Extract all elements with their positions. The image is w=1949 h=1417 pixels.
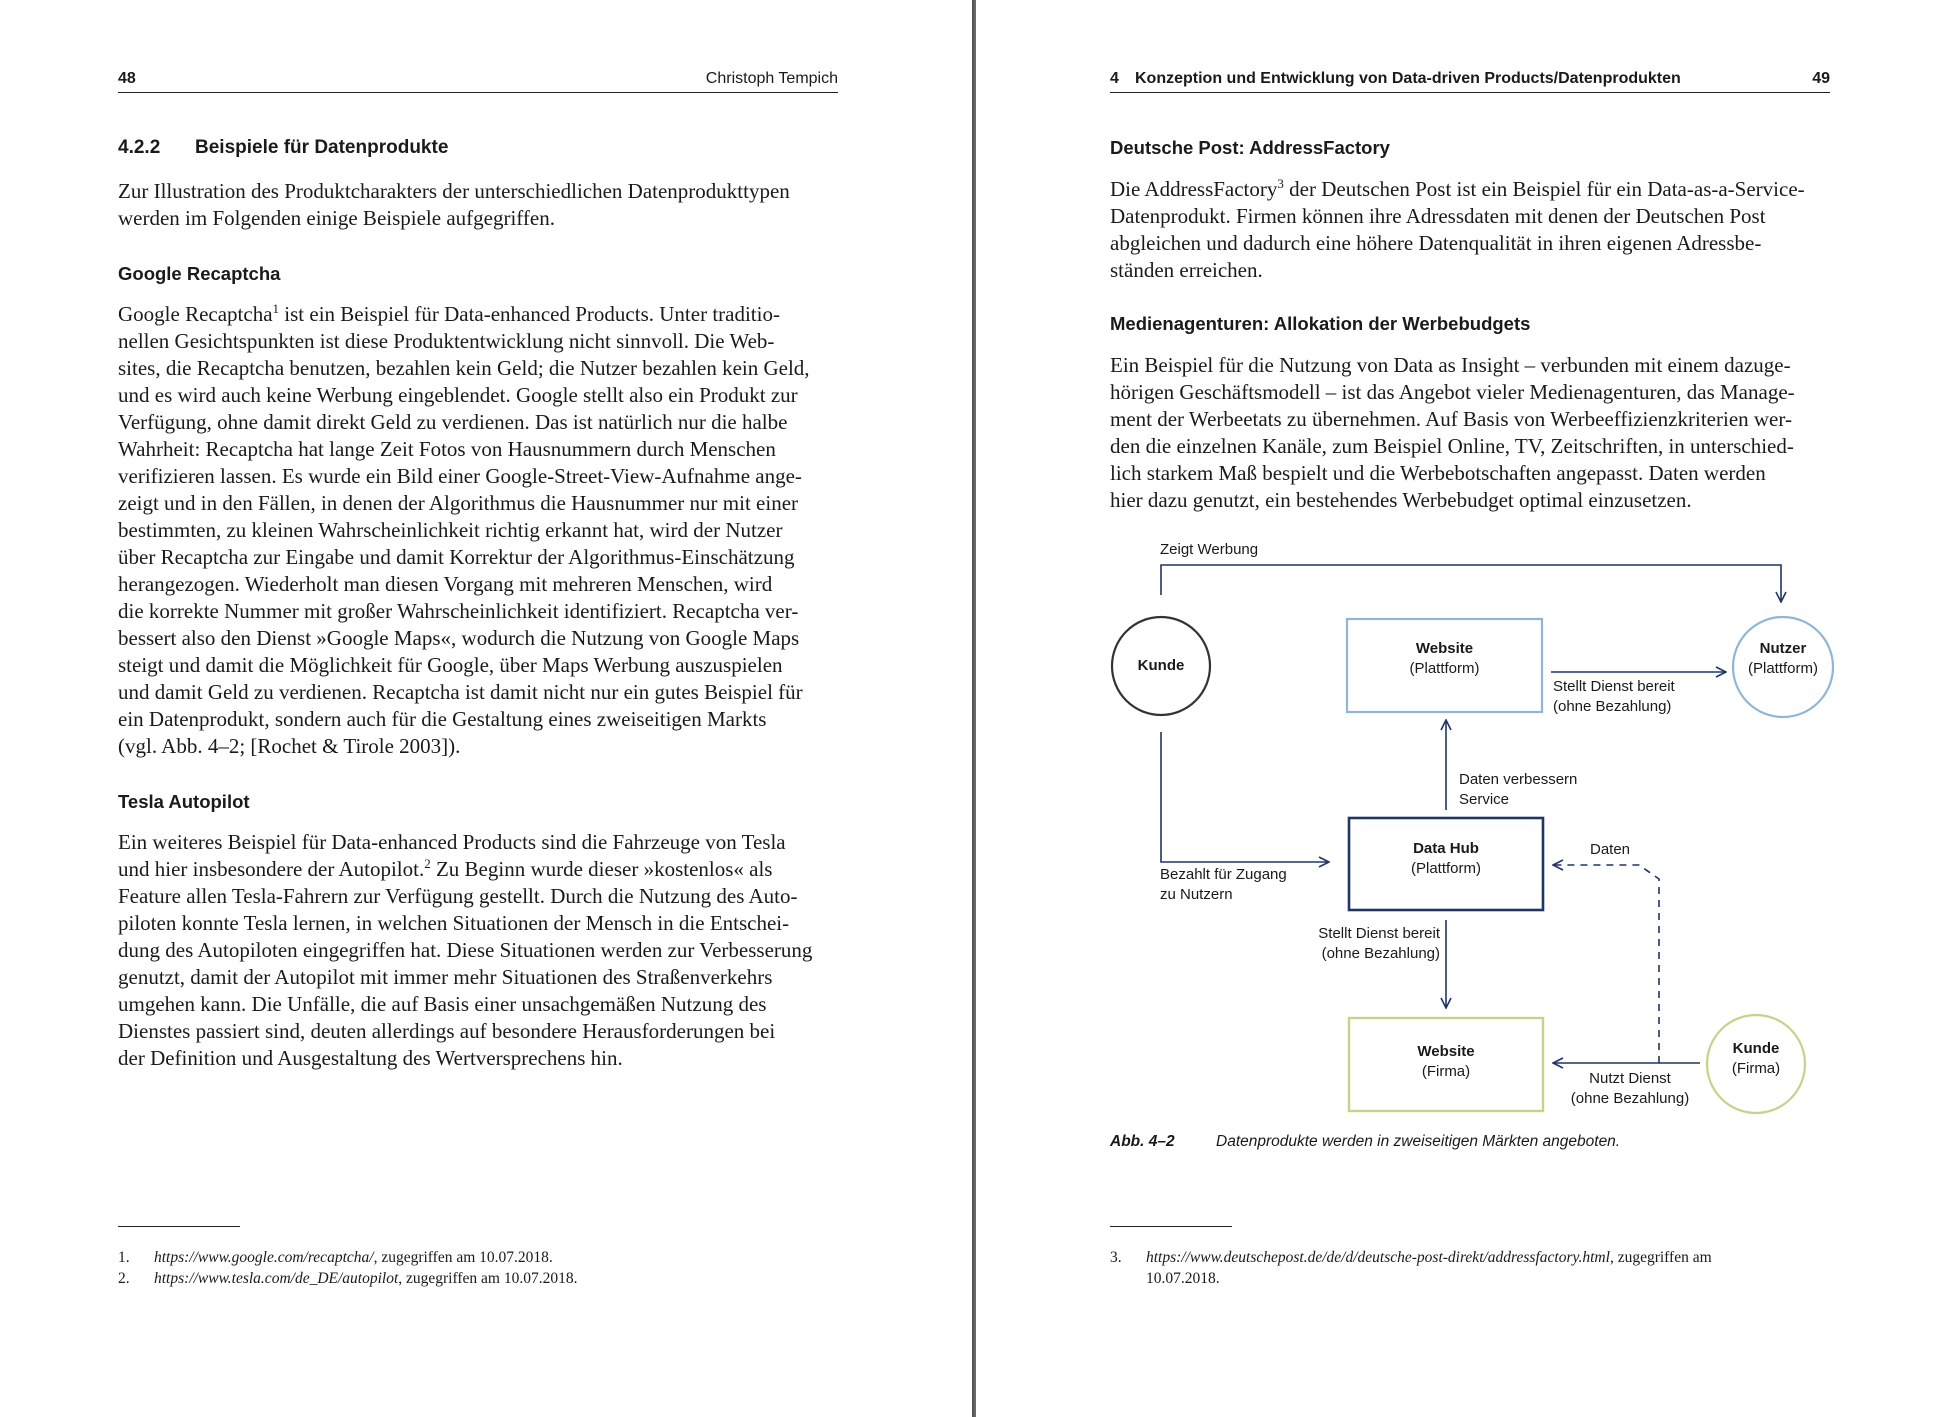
- paragraph-line: Wahrheit: Recaptcha hat lange Zeit Fotos von Hausnummern durch Menschen: [118, 437, 776, 461]
- footnote-text: 10.07.2018.: [1146, 1270, 1220, 1287]
- footnote: [1110, 1247, 1830, 1289]
- paragraph-line: hier dazu genutzt, ein bestehendes Werbebudget optimal einzusetzen.: [1110, 488, 1692, 512]
- footnote-ref[interactable]: 2: [424, 856, 431, 871]
- paragraph-line: genutzt, damit der Autopilot mit immer mehr Situationen des Straßenverkehrs: [118, 965, 773, 989]
- caption-text: Datenprodukte werden in zweiseitigen Märkten angeboten.: [1216, 1133, 1621, 1150]
- footnote-text: , zugegriffen am 10.07.2018.: [373, 1249, 553, 1266]
- text-run: Google Recaptcha: [118, 302, 273, 326]
- text-run: Die AddressFactory: [1110, 177, 1278, 201]
- running-head-author: Christoph Tempich: [705, 70, 838, 87]
- paragraph-line: bestimmten, zu kleinen Wahrscheinlichkeit richtig erkannt hat, wird der Nutzer: [118, 518, 783, 542]
- paragraph-line: (vgl. Abb. 4–2; [Rochet & Tirole 2003]).: [118, 734, 461, 758]
- node-subtitle: (Firma): [1421, 1063, 1471, 1080]
- label-zu-nutzern: zu Nutzern: [1160, 886, 1233, 903]
- node-subtitle: (Plattform): [1409, 660, 1480, 677]
- paragraph-line: lich starkem Maß bespielt und die Werbebotschaften angepasst. Daten werden: [1110, 461, 1766, 485]
- node-title: Nutzer: [1759, 640, 1807, 657]
- label-bezahlt: Bezahlt für Zugang: [1160, 866, 1287, 883]
- node-subtitle: (Plattform): [1410, 860, 1481, 877]
- footnote-text: , zugegriffen am 10.07.2018.: [398, 1270, 578, 1287]
- arrow-bezahlt: [1161, 732, 1329, 862]
- paragraph-line: [1110, 176, 1830, 203]
- tesla-paragraph: [118, 829, 838, 1072]
- node-website-firma: [1349, 1042, 1543, 1082]
- footnote-link[interactable]: https://www.google.com/recaptcha/: [154, 1249, 374, 1266]
- footnote-number: 3.: [1110, 1249, 1122, 1266]
- paragraph-line: und damit Geld zu verdienen. Recaptcha ist damit nicht nur ein gutes Beispiel für: [118, 680, 803, 704]
- node-nutzer: [1728, 639, 1838, 679]
- footnote-rule: [1110, 1226, 1232, 1227]
- footnote-link[interactable]: https://www.deutschepost.de/de/d/deutsche-post-direkt/addressfactory.html: [1146, 1249, 1610, 1266]
- subheading: Google Recaptcha: [118, 263, 281, 284]
- paragraph-line: [118, 856, 838, 883]
- post-paragraph: [1110, 176, 1830, 284]
- chapter-number: 4: [1110, 70, 1119, 87]
- node-kunde: [1112, 656, 1210, 676]
- paragraph-line: [118, 301, 838, 328]
- footnote: [118, 1268, 838, 1289]
- diagram-graphics: [1110, 528, 1838, 1128]
- footnote-link[interactable]: https://www.tesla.com/de_DE/autopilot: [154, 1270, 399, 1287]
- intro-paragraph: [118, 178, 838, 232]
- text-run: der Deutschen Post ist ein Beispiel für ein Data-as-a-Service-: [1283, 177, 1805, 201]
- paragraph-line: hörigen Geschäftsmodell – ist das Angebot vieler Medienagenturen, das Manage-: [1110, 380, 1795, 404]
- paragraph-line: herangezogen. Wiederholt man diesen Vorgang mit mehreren Menschen, wird: [118, 572, 773, 596]
- node-title: Website: [1415, 640, 1474, 657]
- intro-line: Zur Illustration des Produktcharakters der unterschiedlichen Datenprodukttypen: [118, 179, 790, 203]
- node-subtitle: (Firma): [1731, 1060, 1781, 1077]
- footnote-ref[interactable]: 3: [1277, 176, 1284, 191]
- section-heading: [118, 136, 838, 160]
- paragraph-line: zeigt und in den Fällen, in denen der Algorithmus die Hausnummer nur mit einer: [118, 491, 799, 515]
- label-ohne-bezahlung: (ohne Bezahlung): [1553, 698, 1672, 715]
- footnote: [118, 1247, 838, 1268]
- left-page: [0, 0, 974, 1417]
- media-paragraph: [1110, 352, 1830, 514]
- figure-caption: [1110, 1131, 1620, 1153]
- paragraph-line: sites, die Recaptcha benutzen, bezahlen kein Geld; die Nutzer bezahlen kein Geld,: [118, 356, 810, 380]
- paragraph-line: Ein weiteres Beispiel für Data-enhanced Products sind die Fahrzeuge von Tesla: [118, 830, 786, 854]
- paragraph-line: Datenprodukt. Firmen können ihre Adressdaten mit denen der Deutschen Post: [1110, 204, 1766, 228]
- node-title: Data Hub: [1413, 840, 1479, 857]
- subheading: Deutsche Post: AddressFactory: [1110, 137, 1390, 158]
- two-sided-market-diagram: [1110, 528, 1838, 1128]
- footnote-text: , zugegriffen am: [1609, 1249, 1712, 1266]
- paragraph-line: der Definition und Ausgestaltung des Wertversprechens hin.: [118, 1046, 623, 1070]
- media-heading: [1110, 312, 1830, 336]
- running-header-right: [1110, 68, 1830, 93]
- paragraph-line: ment der Werbeetats zu übernehmen. Auf Basis von Werbeeffizienzkriterien wer-: [1110, 407, 1792, 431]
- text-run: ist ein Beispiel für Data-enhanced Products. Unter traditio-: [284, 302, 780, 326]
- paragraph-line: piloten konnte Tesla lernen, in welchen Situationen der Mensch in die Entschei-: [118, 911, 790, 935]
- footnote-number: 1.: [118, 1249, 130, 1266]
- paragraph-line: Dienstes passiert sind, deuten allerdings auf besondere Herausforderungen bei: [118, 1019, 776, 1043]
- caption-label: Abb. 4–2: [1110, 1133, 1175, 1150]
- paragraph-line: verifizieren lassen. Es wurde ein Bild einer Google-Street-View-Aufnahme ange-: [118, 464, 802, 488]
- footnote-rule: [118, 1226, 240, 1227]
- paragraph-line: dung des Autopiloten eingegriffen hat. Diese Situationen werden zur Verbesserung: [118, 938, 813, 962]
- label-daten-verbessern: Daten verbessern: [1459, 771, 1578, 788]
- text-run: und hier insbesondere der Autopilot.: [118, 857, 425, 881]
- text-run: Zu Beginn wurde dieser »kostenlos« als: [430, 857, 773, 881]
- post-heading: [1110, 136, 1830, 160]
- running-header-left: [118, 68, 838, 93]
- node-title: Kunde: [1732, 1040, 1780, 1057]
- paragraph-line: steigt und damit die Möglichkeit für Google, über Maps Werbung auszuspielen: [118, 653, 783, 677]
- paragraph-line: Verfügung, ohne damit direkt Geld zu verdienen. Das ist natürlich nur die halbe: [118, 410, 788, 434]
- node-subtitle: (Plattform): [1747, 660, 1818, 677]
- label-stellt-dienst-2: Stellt Dienst bereit: [1318, 925, 1440, 942]
- paragraph-line: abgleichen und dadurch eine höhere Datenqualität in ihren eigenen Adressbe-: [1110, 231, 1762, 255]
- label-service: Service: [1459, 791, 1510, 808]
- node-title: Website: [1417, 1043, 1475, 1060]
- footnote-ref[interactable]: 1: [272, 301, 280, 316]
- paragraph-line: Ein Beispiel für die Nutzung von Data as Insight – verbunden mit einem dazuge-: [1110, 353, 1791, 377]
- paragraph-line: bessert also den Dienst »Google Maps«, wodurch die Nutzung von Google Maps: [118, 626, 800, 650]
- paragraph-line: die korrekte Nummer mit großer Wahrscheinlichkeit identifiziert. Recaptcha ver-: [118, 599, 799, 623]
- paragraph-line: nellen Gesichtspunkten ist diese Produktentwicklung nicht sinnvoll. Die Web-: [118, 329, 775, 353]
- label-ohne-bezahlung-2: (ohne Bezahlung): [1321, 945, 1440, 962]
- node-title: Kunde: [1137, 657, 1185, 674]
- label-ohne-bezahlung-3: (ohne Bezahlung): [1570, 1090, 1690, 1107]
- label-daten: Daten: [1590, 841, 1631, 858]
- tesla-heading: [118, 790, 838, 814]
- footnote-number: 2.: [118, 1270, 130, 1287]
- recaptcha-paragraph: [118, 301, 838, 760]
- right-page: [976, 0, 1949, 1417]
- page-number: 49: [1812, 70, 1830, 87]
- arrow-zeigt-werbung: [1161, 565, 1781, 602]
- label-nutzt-dienst: Nutzt Dienst: [1589, 1070, 1671, 1087]
- paragraph-line: den die einzelnen Kanäle, zum Beispiel Online, TV, Zeitschriften, in unterschied-: [1110, 434, 1794, 458]
- page-number: 48: [118, 70, 136, 87]
- paragraph-line: Feature allen Tesla-Fahrern zur Verfügung gestellt. Durch die Nutzung des Auto-: [118, 884, 798, 908]
- paragraph-line: über Recaptcha zur Eingabe und damit Korrektur der Algorithmus-Einschätzung: [118, 545, 795, 569]
- paragraph-line: ein Datenprodukt, sondern auch für die Gestaltung eines zweiseitigen Markts: [118, 707, 767, 731]
- paragraph-line: und es wird auch keine Werbung eingeblendet. Google stellt also ein Produkt zur: [118, 383, 798, 407]
- node-data-hub: [1349, 839, 1543, 879]
- node-website-platform: [1347, 639, 1542, 679]
- paragraph-line: ständen erreichen.: [1110, 258, 1263, 282]
- subheading: Tesla Autopilot: [118, 791, 250, 812]
- label-zeigt-werbung: Zeigt Werbung: [1160, 541, 1259, 558]
- arrow-daten-dashed: [1553, 865, 1659, 1063]
- node-kunde-firma: [1707, 1039, 1805, 1079]
- paragraph-line: umgehen kann. Die Unfälle, die auf Basis einer unsachgemäßen Nutzung des: [118, 992, 767, 1016]
- recaptcha-heading: [118, 262, 838, 286]
- running-head-chapter: Konzeption und Entwicklung von Data-driven Products/Datenprodukten: [1135, 70, 1681, 87]
- subheading: Medienagenturen: Allokation der Werbebudgets: [1110, 313, 1531, 334]
- intro-line: werden im Folgenden einige Beispiele aufgegriffen.: [118, 206, 555, 230]
- label-stellt-dienst: Stellt Dienst bereit: [1553, 678, 1675, 695]
- section-number: 4.2.2: [118, 137, 161, 158]
- section-title: Beispiele für Datenprodukte: [195, 137, 449, 158]
